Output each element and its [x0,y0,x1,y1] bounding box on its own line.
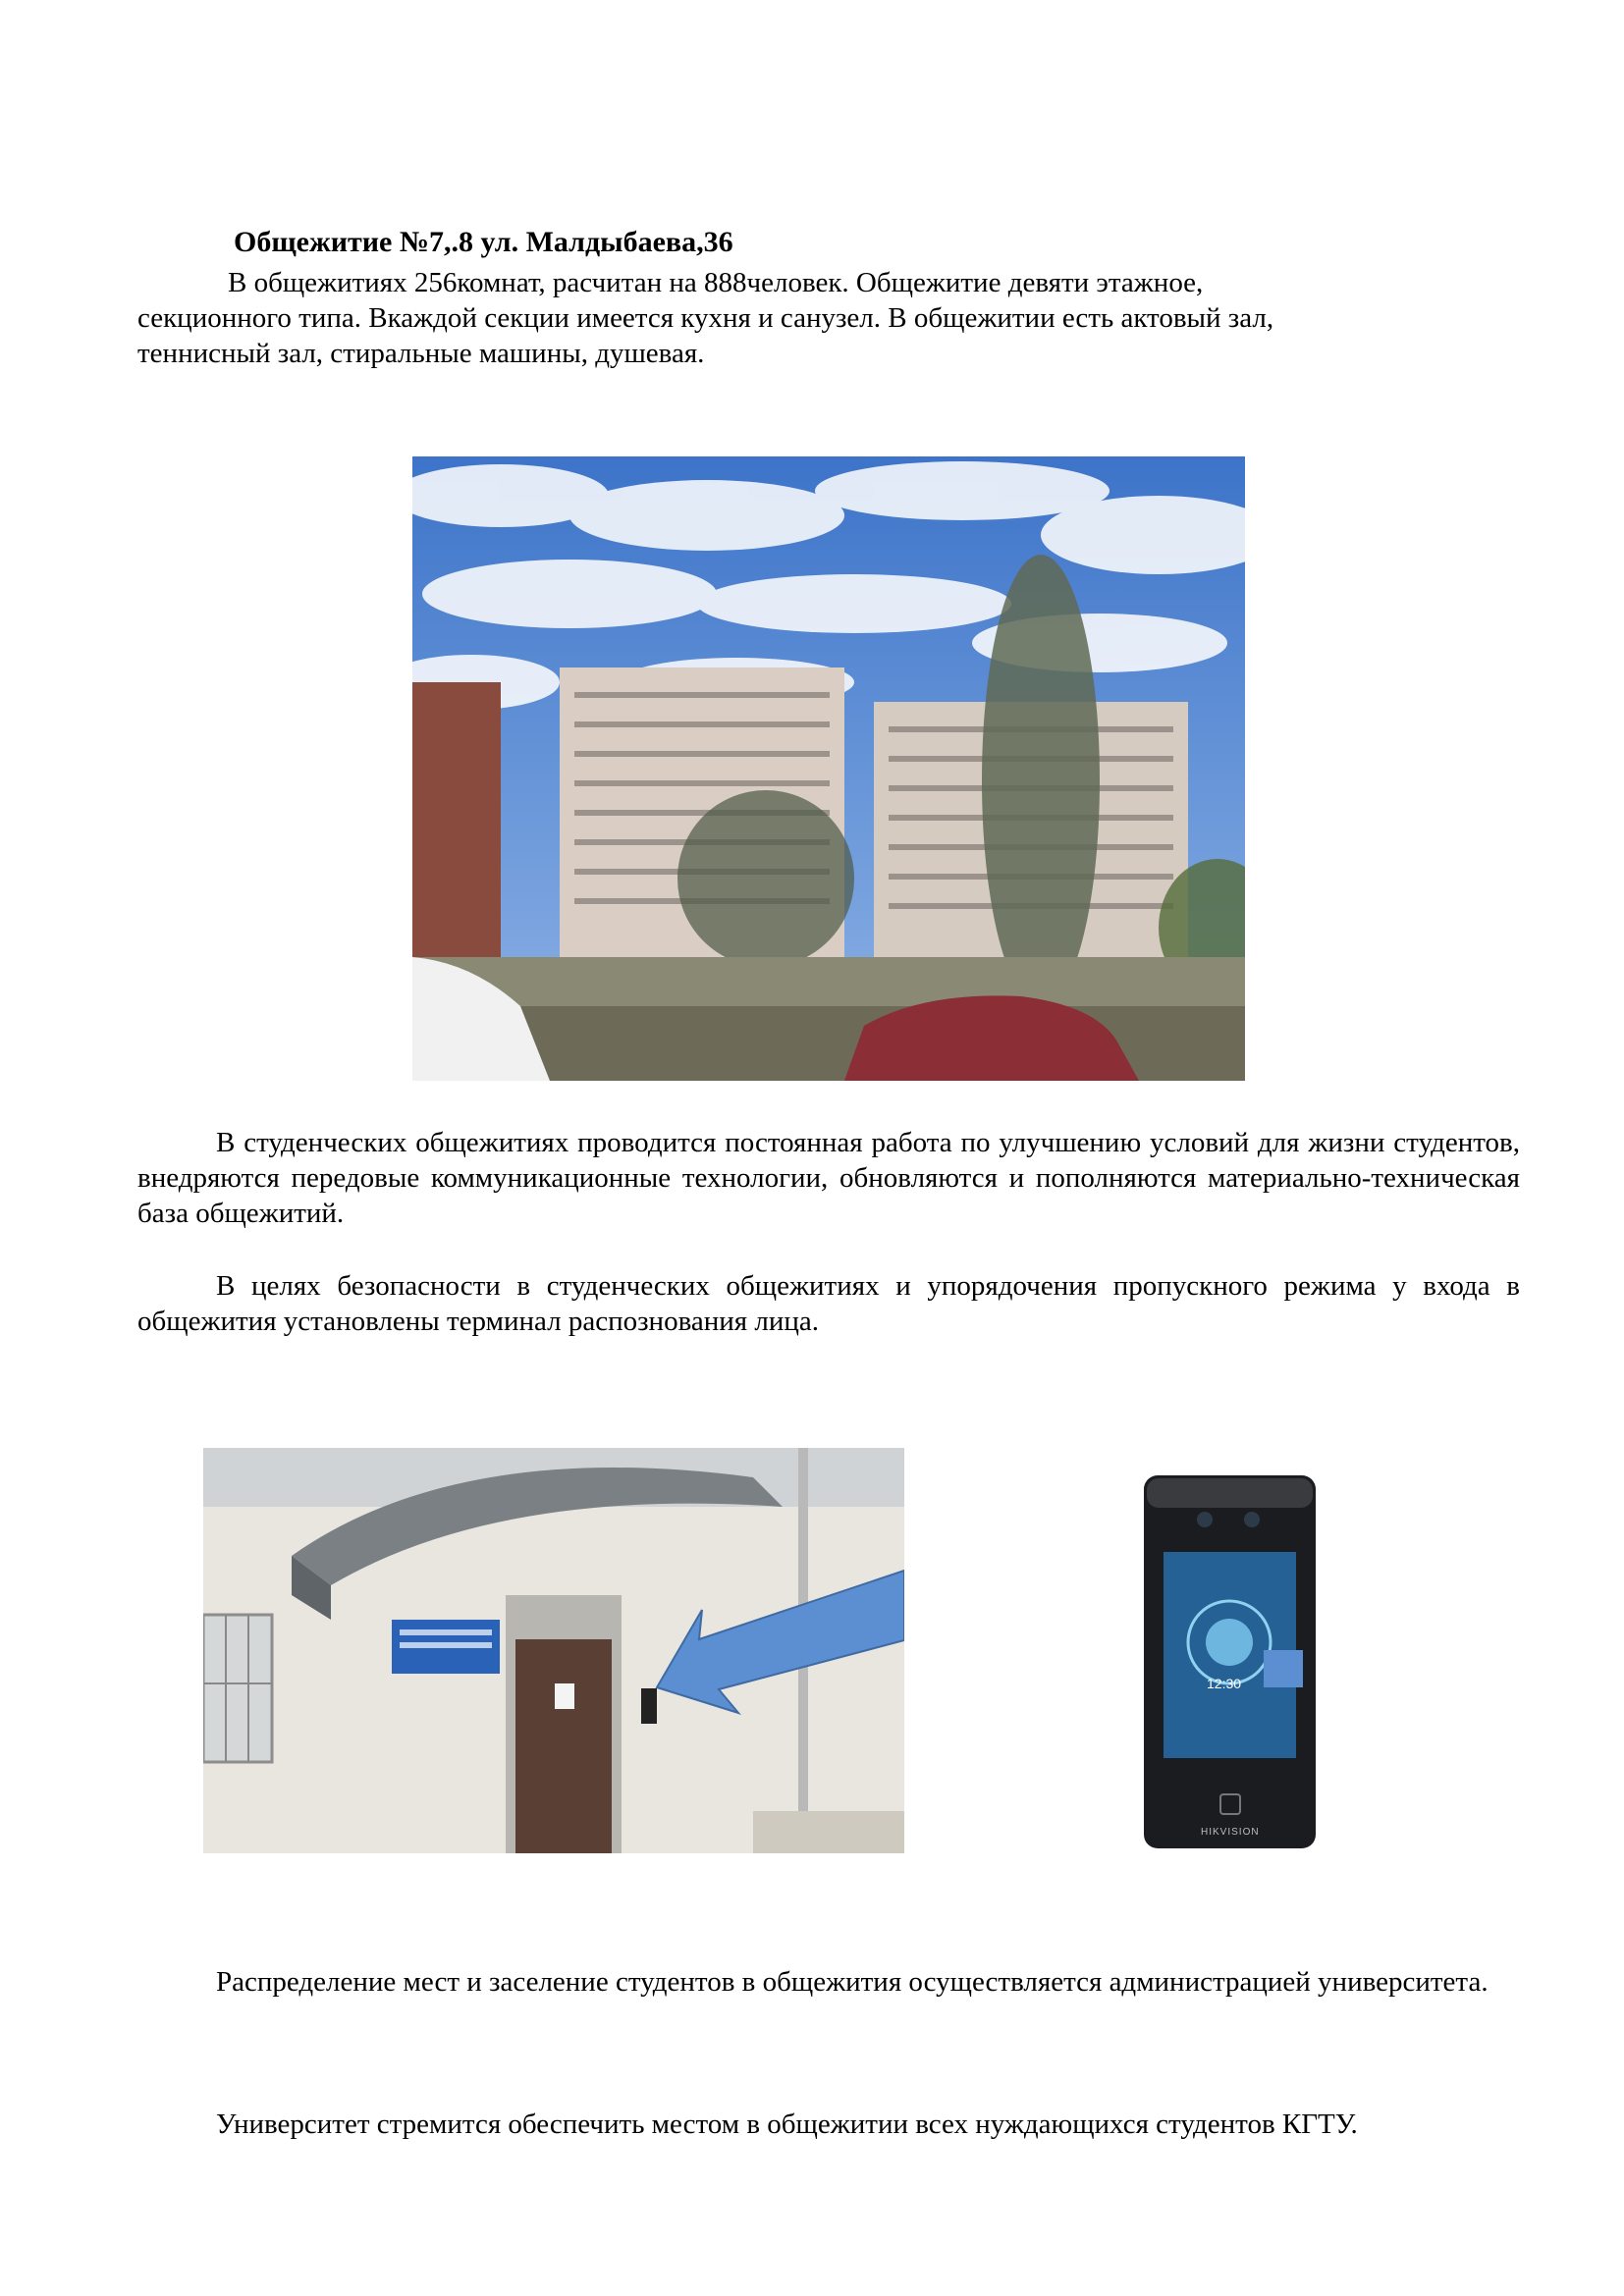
terminal-clock-text: 12:30 [1207,1676,1242,1691]
intro-line-3: теннисный зал, стиральные машины, душевая. [137,338,705,369]
allocation-paragraph: Распределение мест и заселение студентов в общежития осуществляется администрацией университета. [216,1966,1489,1998]
security-paragraph: В целях безопасности в студенческих общежитиях и упорядочения пропускного режима у входа в общежития установлены терминал распознования лица. [137,1270,1520,1337]
intro-line-1: В общежитиях 256комнат, расчитан на 888человек. Общежитие девяти этажное, [228,267,1204,298]
face-terminal-device [1144,1475,1316,1848]
intro-line-2: секционного типа. Вкаждой секции имеется кухня и санузел. В общежитии есть актовый зал, [137,302,1274,334]
entrance-photo [203,1448,904,1853]
page-title: Общежитие №7,.8 ул. Малдыбаева,36 [234,226,733,258]
goal-paragraph: Университет стремится обеспечить местом в общежитии всех нуждающихся студентов КГТУ. [216,2109,1358,2140]
improvement-paragraph: В студенческих общежитиях проводится постоянная работа по улучшению условий для жизни студентов, внедряются передовые коммуникационные технологии, обновляются и пополняются материально-техническая база общежитий. [137,1127,1520,1229]
terminal-brand-text: HIKVISION [1201,1827,1260,1838]
dormitory-photo [412,456,1245,1081]
